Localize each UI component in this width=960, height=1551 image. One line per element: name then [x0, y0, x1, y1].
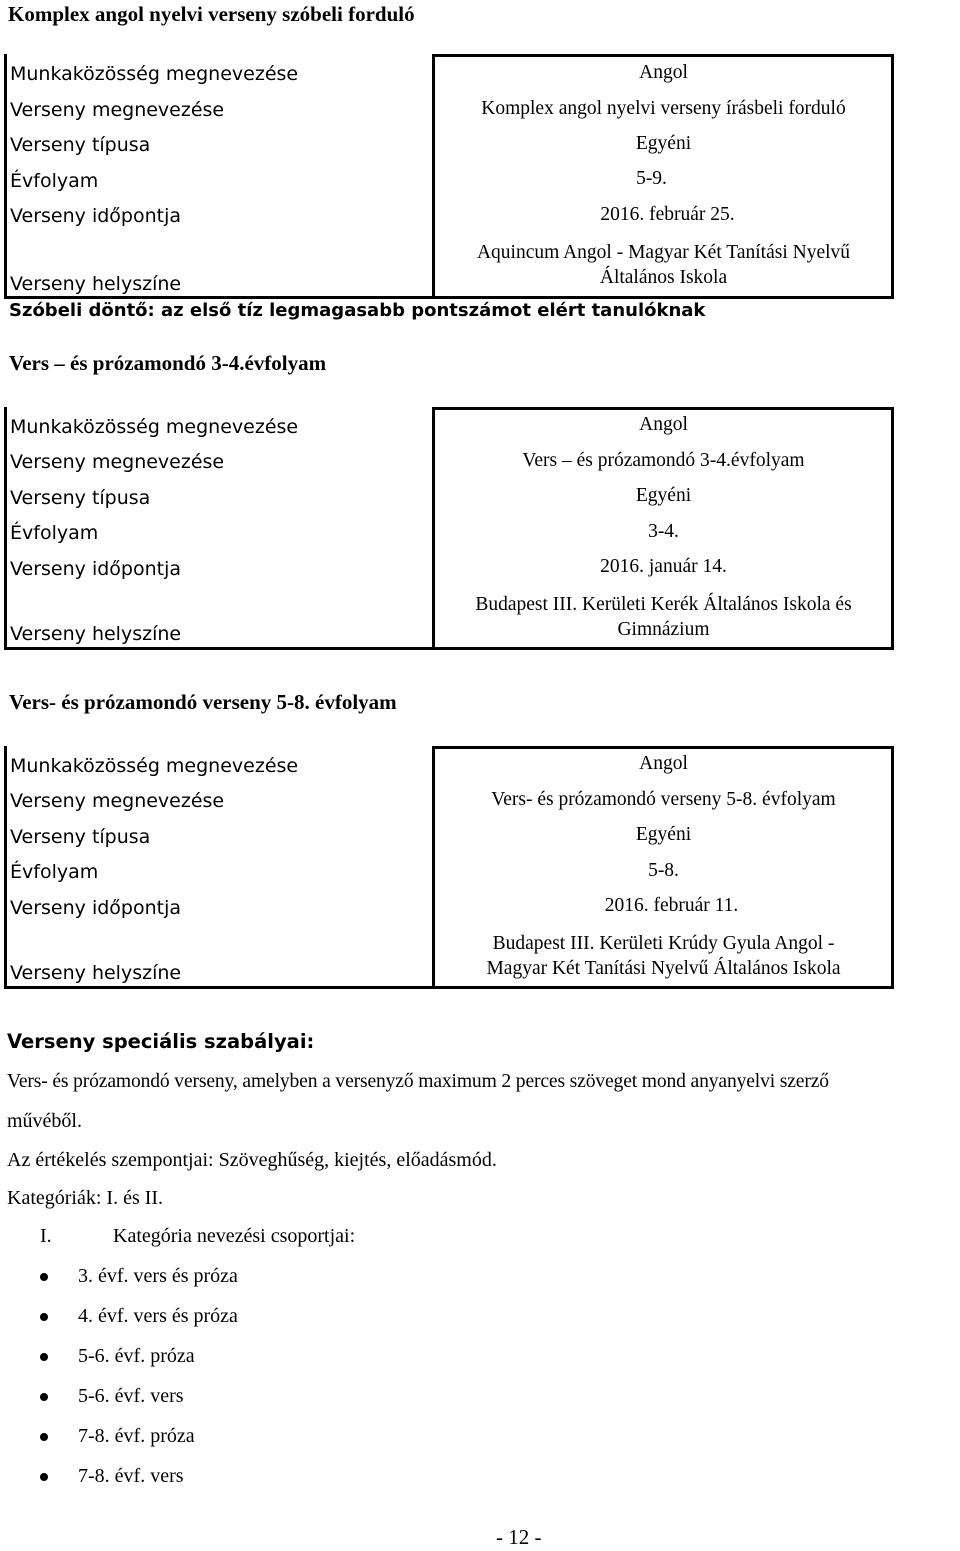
value-grade: 3-4. — [648, 521, 679, 542]
label-date: Verseny időpontja — [10, 558, 181, 580]
rules-paragraph-line1: Vers- és prózamondó verseny, amelyben a versenyző maximum 2 perces szöveget mond anyanyelvi szerző — [7, 1071, 829, 1092]
label-venue: Verseny helyszíne — [10, 273, 182, 295]
page-number: - 12 - — [496, 1525, 542, 1549]
value-workgroup: Angol — [639, 753, 688, 774]
value-workgroup: Angol — [639, 62, 688, 83]
category-1-label: Kategória nevezési csoportjai: — [113, 1225, 356, 1247]
value-competition-name: Vers – és prózamondó 3-4.évfolyam — [522, 450, 805, 471]
label-competition-type: Verseny típusa — [10, 487, 151, 509]
rules-paragraph-line2: művéből. — [7, 1110, 82, 1132]
value-date: 2016. február 11. — [604, 895, 739, 916]
value-competition-type: Egyéni — [635, 824, 692, 845]
label-grade: Évfolyam — [10, 861, 99, 883]
bullet-icon — [40, 1313, 48, 1321]
label-workgroup: Munkaközösség megnevezése — [10, 755, 299, 777]
oral-final-note: Szóbeli döntő: az első tíz legmagasabb pontszámot elért tanulóknak — [9, 300, 706, 321]
categories-line: Kategóriák: I. és II. — [7, 1187, 164, 1209]
value-grade: 5-9. — [636, 168, 667, 189]
value-competition-type: Egyéni — [635, 485, 692, 506]
section-title-3-4: Vers – és prózamondó 3-4.évfolyam — [9, 351, 327, 375]
label-venue: Verseny helyszíne — [10, 623, 182, 645]
value-venue-line1: Budapest III. Kerületi Krúdy Gyula Angol - — [492, 933, 835, 954]
section-title-5-8: Vers- és prózamondó verseny 5-8. évfolyam — [9, 690, 397, 714]
bullet-icon — [40, 1433, 48, 1441]
value-venue-line2: Gimnázium — [617, 619, 710, 640]
value-competition-name: Komplex angol nyelvi verseny írásbeli forduló — [481, 98, 846, 119]
label-competition-name: Verseny megnevezése — [10, 451, 225, 473]
label-date: Verseny időpontja — [10, 897, 181, 919]
bullet-icon — [40, 1353, 48, 1361]
label-grade: Évfolyam — [10, 522, 99, 544]
value-venue-line1: Aquincum Angol - Magyar Két Tanítási Nyelvű — [476, 242, 851, 263]
label-workgroup: Munkaközösség megnevezése — [10, 63, 299, 85]
value-date: 2016. február 25. — [600, 204, 735, 225]
label-venue: Verseny helyszíne — [10, 962, 182, 984]
bullet-icon — [40, 1273, 48, 1281]
value-workgroup: Angol — [639, 414, 688, 435]
document-title: Komplex angol nyelvi verseny szóbeli forduló — [8, 2, 415, 26]
label-competition-name: Verseny megnevezése — [10, 790, 225, 812]
value-venue-line1: Budapest III. Kerületi Kerék Általános Iskola és — [475, 594, 852, 615]
label-date: Verseny időpontja — [10, 205, 181, 227]
value-competition-name: Vers- és prózamondó verseny 5-8. évfolyam — [491, 789, 836, 810]
competition-info-table-3 — [4, 746, 894, 989]
label-workgroup: Munkaközösség megnevezése — [10, 416, 299, 438]
evaluation-criteria: Az értékelés szempontjai: Szöveghűség, kiejtés, előadásmód. — [7, 1149, 497, 1171]
category-1-number: I. — [40, 1225, 52, 1247]
label-competition-type: Verseny típusa — [10, 134, 151, 156]
value-venue-line2: Általános Iskola — [599, 267, 728, 288]
bullet-icon — [40, 1393, 48, 1401]
rules-title: Verseny speciális szabályai: — [7, 1030, 315, 1053]
value-venue-line2: Magyar Két Tanítási Nyelvű Általános Iskola — [486, 958, 841, 979]
label-competition-name: Verseny megnevezése — [10, 99, 225, 121]
competition-info-table-1 — [4, 54, 894, 299]
value-date: 2016. január 14. — [600, 556, 727, 577]
label-competition-type: Verseny típusa — [10, 826, 151, 848]
competition-info-table-2 — [4, 407, 894, 650]
label-grade: Évfolyam — [10, 170, 99, 192]
bullet-icon — [40, 1473, 48, 1481]
value-competition-type: Egyéni — [635, 133, 692, 154]
value-grade: 5-8. — [648, 860, 679, 881]
